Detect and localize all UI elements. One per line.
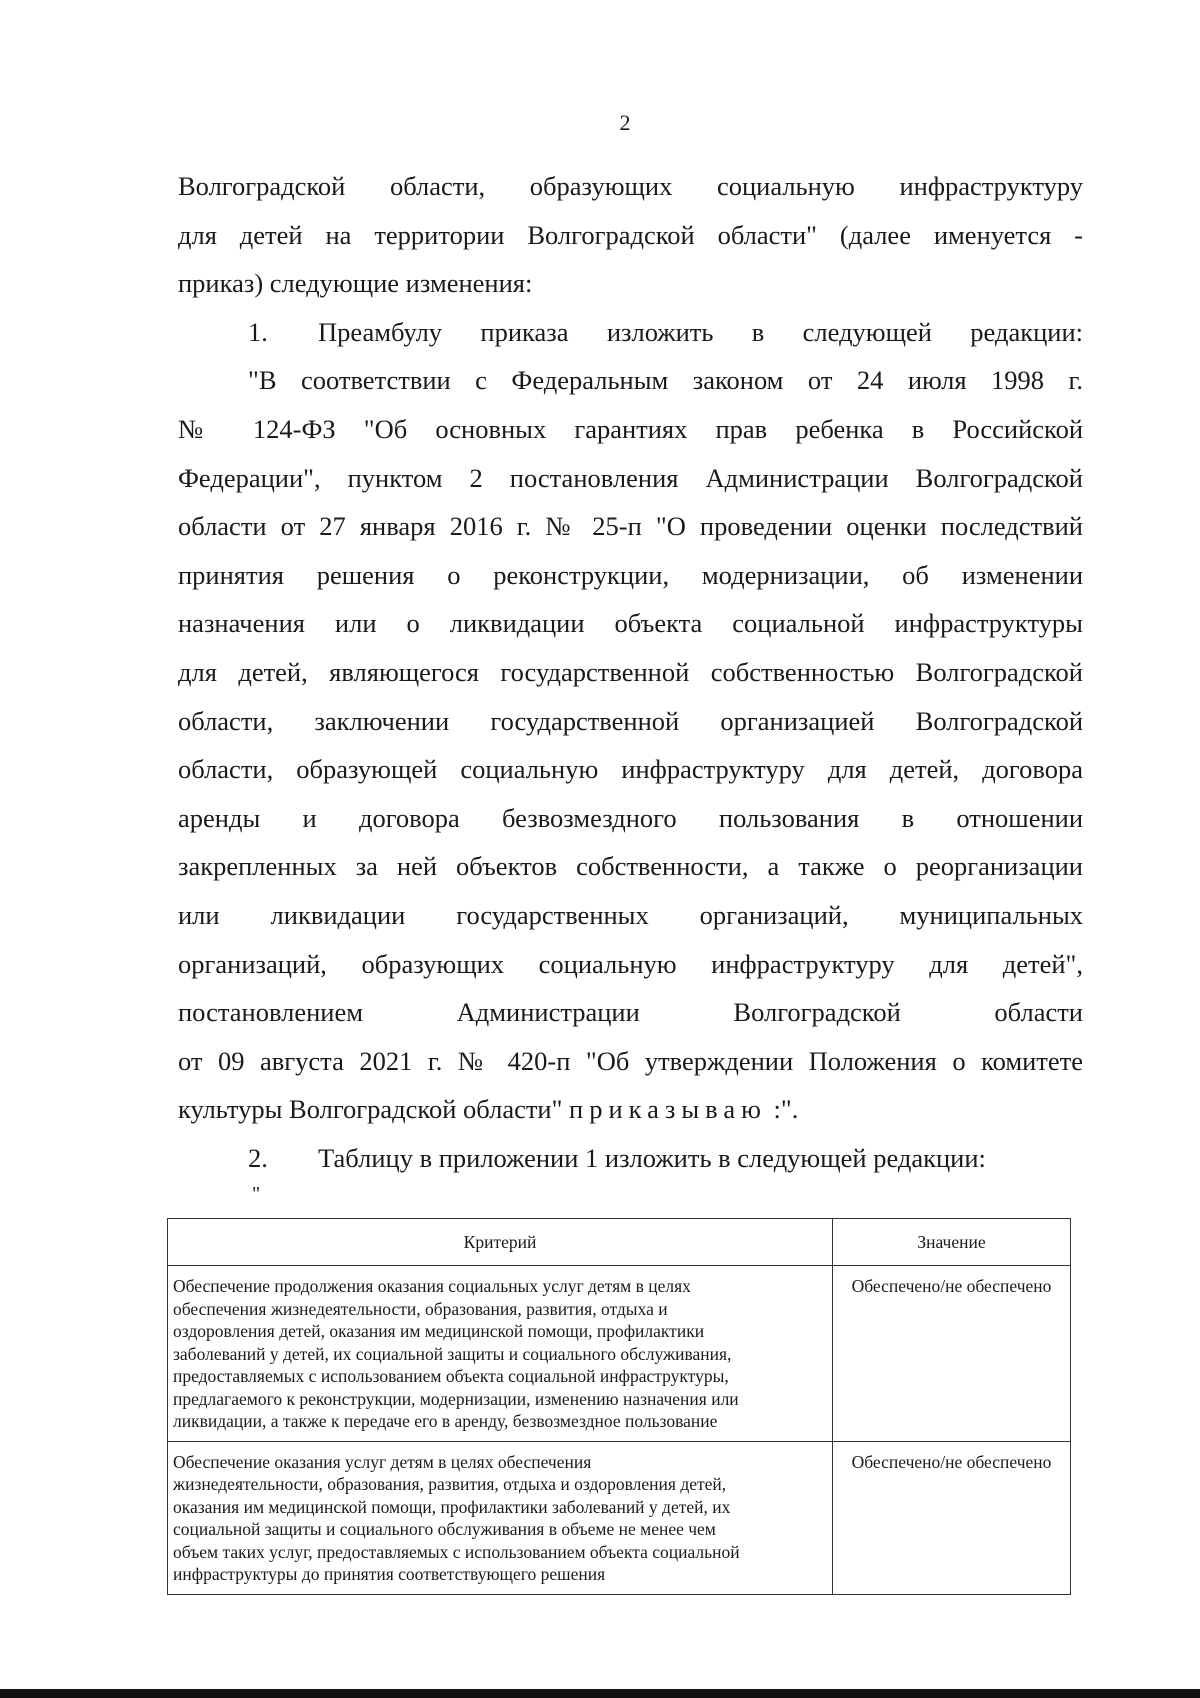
intro-line: для детей на территории Волгоградской области" (далее именуется - [178,219,1083,250]
value-cell: Обеспечено/не обеспечено [833,1266,1071,1442]
preamble-line: от 09 августа 2021 г. № 420-п "Об утверждении Положения о комитете [178,1045,1083,1076]
preamble-line: принятия решения о реконструкции, модернизации, об изменении [178,559,1083,590]
preamble-line: Федерации", пунктом 2 постановления Администрации Волгоградской [178,462,1083,493]
criterion-line: обеспечения жизнедеятельности, образования, развития, отдыха и [173,1298,668,1319]
preamble-line: области от 27 января 2016 г. № 25-п "О проведении оценки последствий [178,511,1083,542]
criterion-cell [168,1441,833,1594]
criterion-line: заболеваний у детей, их социальной защиты и социального обслуживания, [173,1343,732,1364]
preamble-last-line [178,1085,1083,1134]
preamble-line: организаций, образующих социальную инфраструктуру для детей", [178,948,1083,979]
page-number: 2 [619,110,631,135]
preamble-line: постановлением Администрации Волгоградской области [178,997,1083,1028]
preamble-line: для детей, являющегося государственной собственностью Волгоградской [178,656,1083,687]
criterion-line: жизнедеятельности, образования, развития, отдыха и оздоровления детей, [173,1474,727,1494]
preamble-line: "В соответствии с Федеральным законом от 24 июля 1998 г. [248,365,1083,396]
preamble-last-suffix: :". [766,1094,799,1125]
preamble-line: закрепленных за ней объектов собственности, а также о реорганизации [178,851,1083,882]
criterion-line: Обеспечение оказания услуг детям в целях обеспечения [173,1451,592,1472]
preamble-last-prefix: культуры Волгоградской области" [178,1094,570,1125]
criterion-line: предоставляемых с использованием объекта социальной инфраструктуры, [173,1366,729,1386]
item-2-number: 2. [248,1142,268,1173]
preamble-line: области, заключении государственной организацией Волгоградской [178,705,1083,736]
criterion-line: объем таких услуг, предоставляемых с использованием объекта социальной [173,1541,740,1562]
criterion-line: предлагаемого к реконструкции, модернизации, изменению назначения или [173,1388,739,1409]
preamble-line: аренды и договора безвозмездного пользования в отношении [178,802,1083,833]
criterion-line: оказания им медицинской помощи, профилактики заболеваний у детей, их [173,1496,731,1517]
criteria-table [167,1218,1071,1595]
preamble-line: назначения или о ликвидации объекта социальной инфраструктуры [178,608,1083,639]
criterion-line: инфраструктуры до принятия соответствующего решения [173,1564,606,1584]
value-cell: Обеспечено/не обеспечено [833,1441,1071,1594]
item-2-text: Таблицу в приложении 1 изложить в следующей редакции: [318,1142,986,1173]
item-1-number: 1. [248,316,268,347]
item-2 [178,1134,1083,1183]
table-header-row [168,1219,1071,1266]
criterion-line: оздоровления детей, оказания им медицинской помощи, профилактики [173,1321,705,1341]
scan-bottom-edge [0,1689,1200,1698]
criterion-cell [168,1266,833,1442]
criterion-line: социальной защиты и социального обслуживания в объеме не менее чем [173,1519,716,1539]
table-row [168,1266,1071,1442]
table-row [168,1441,1071,1594]
preamble-line: области, образующей социальную инфраструктуру для детей, договора [178,754,1083,785]
opening-quote-mark: " [252,1183,261,1205]
criterion-line: ликвидации, а также к передаче его в аренду, безвозмездное пользование [173,1411,718,1431]
preamble-line: или ликвидации государственных организаций, муниципальных [178,899,1083,930]
document-body [178,162,1083,1182]
criterion-line: Обеспечение продолжения оказания социальных услуг детям в целях [173,1276,691,1296]
column-header-criterion: Критерий [168,1219,833,1266]
preamble-line: № 124-ФЗ "Об основных гарантиях прав ребенка в Российской [178,413,1083,444]
item-1 [178,308,1083,357]
intro-line: Волгоградской области, образующих социальную инфраструктуру [178,171,1083,201]
item-1-text: Преамбулу приказа изложить в следующей редакции: [318,316,1083,347]
preamble-spaced-word: приказываю [569,1094,767,1125]
intro-line: приказ) следующие изменения: [178,268,533,299]
column-header-value: Значение [833,1219,1071,1266]
